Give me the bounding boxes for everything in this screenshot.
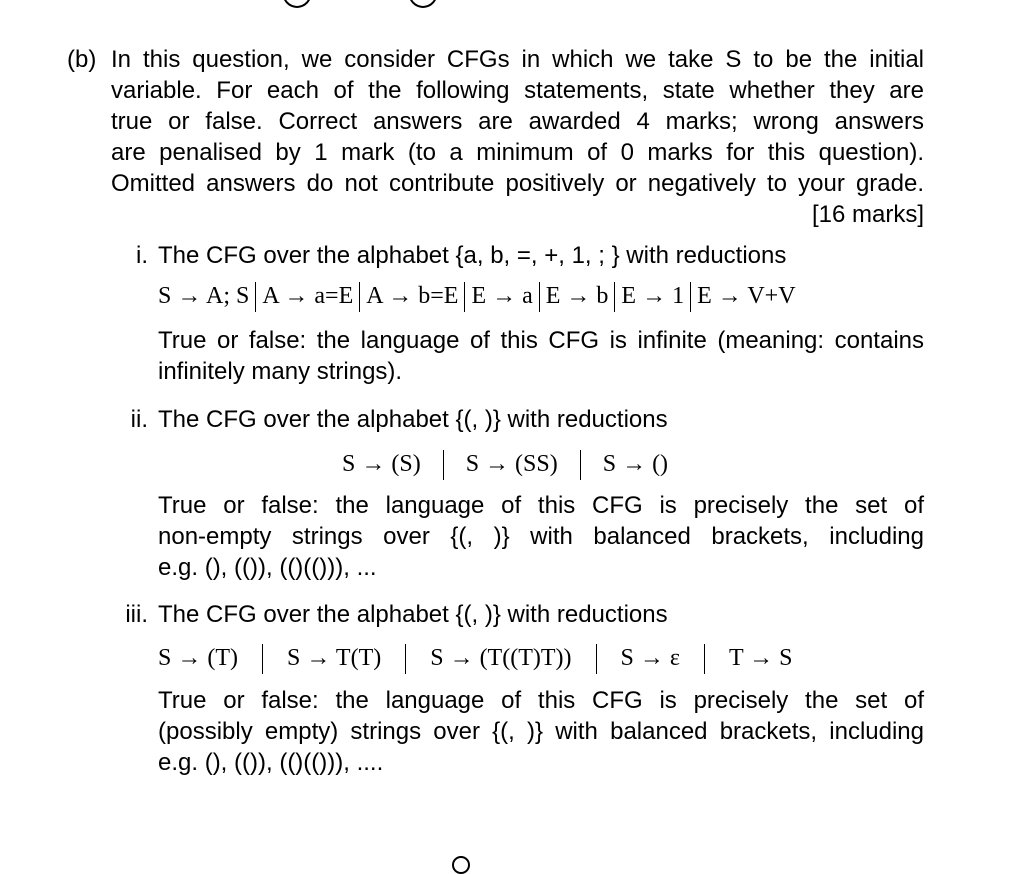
production-rule: S → (T((T)T)) [430,645,572,671]
production-rule: S → T(T) [287,645,382,671]
intro-line: variable. For each of the following statements, state whether they are [111,77,924,104]
rule-separator [690,282,691,312]
item-heading: The CFG over the alphabet {(, )} with reductions [158,406,668,433]
item-heading: The CFG over the alphabet {(, )} with reductions [158,601,668,628]
rule-separator [405,644,406,674]
production-rule: S → (SS) [465,451,558,477]
question-line: infinitely many strings). [158,358,403,385]
item-label: i. [136,242,148,269]
rule-separator [443,450,444,480]
production-rules [342,449,668,480]
item-heading: The CFG over the alphabet {a, b, =, +, 1, ; } with reductions [158,242,787,269]
rule-separator [580,450,581,480]
question-line: e.g. (), (()), (()(())), .... [158,749,384,776]
text-fragment-glyph [408,0,438,8]
production-rule: S → (T) [158,645,238,671]
production-rule: E → a [471,283,533,309]
production-rules [158,643,793,674]
production-rule: A → a=E [262,283,354,309]
item-label: iii. [125,601,148,628]
rule-separator [539,282,540,312]
text-fragment-glyph [282,0,312,8]
question-line: non-empty strings over {(, )} with balanced brackets, including [158,523,924,550]
production-rule: S → (S) [342,451,421,477]
question-line: e.g. (), (()), (()(())), ... [158,554,377,581]
intro-line: In this question, we consider CFGs in which we take S to be the initial [111,46,924,73]
part-label: (b) [67,46,97,73]
production-rule: S → () [602,451,669,477]
production-rule: A → b=E [366,283,459,309]
production-rule: E → V+V [697,283,796,309]
rule-separator [596,644,597,674]
intro-line: are penalised by 1 mark (to a minimum of 0 marks for this question). [111,139,924,166]
question-line: True or false: the language of this CFG is precisely the set of [158,687,924,714]
question-line: True or false: the language of this CFG is infinite (meaning: contains [158,327,924,354]
intro-line: true or false. Correct answers are awarded 4 marks; wrong answers [111,108,924,135]
production-rule: S → ε [620,645,680,671]
previous-page-fragment [222,0,452,8]
intro-line: Omitted answers do not contribute positively or negatively to your grade. [111,170,924,197]
rule-separator [262,644,263,674]
production-rules [158,281,796,312]
production-rule: E → 1 [621,283,685,309]
rule-separator [614,282,615,312]
production-rule: T → S [728,645,793,671]
rule-separator [464,282,465,312]
rule-separator [704,644,705,674]
rule-separator [359,282,360,312]
next-page-fragment [452,856,470,874]
item-label: ii. [130,406,148,433]
rule-separator [255,282,256,312]
marks-total: [16 marks] [811,201,924,228]
question-line: True or false: the language of this CFG is precisely the set of [158,492,924,519]
production-rule: S → A; S [158,283,250,309]
question-line: (possibly empty) strings over {(, )} with balanced brackets, including [158,718,924,745]
production-rule: E → b [545,283,609,309]
